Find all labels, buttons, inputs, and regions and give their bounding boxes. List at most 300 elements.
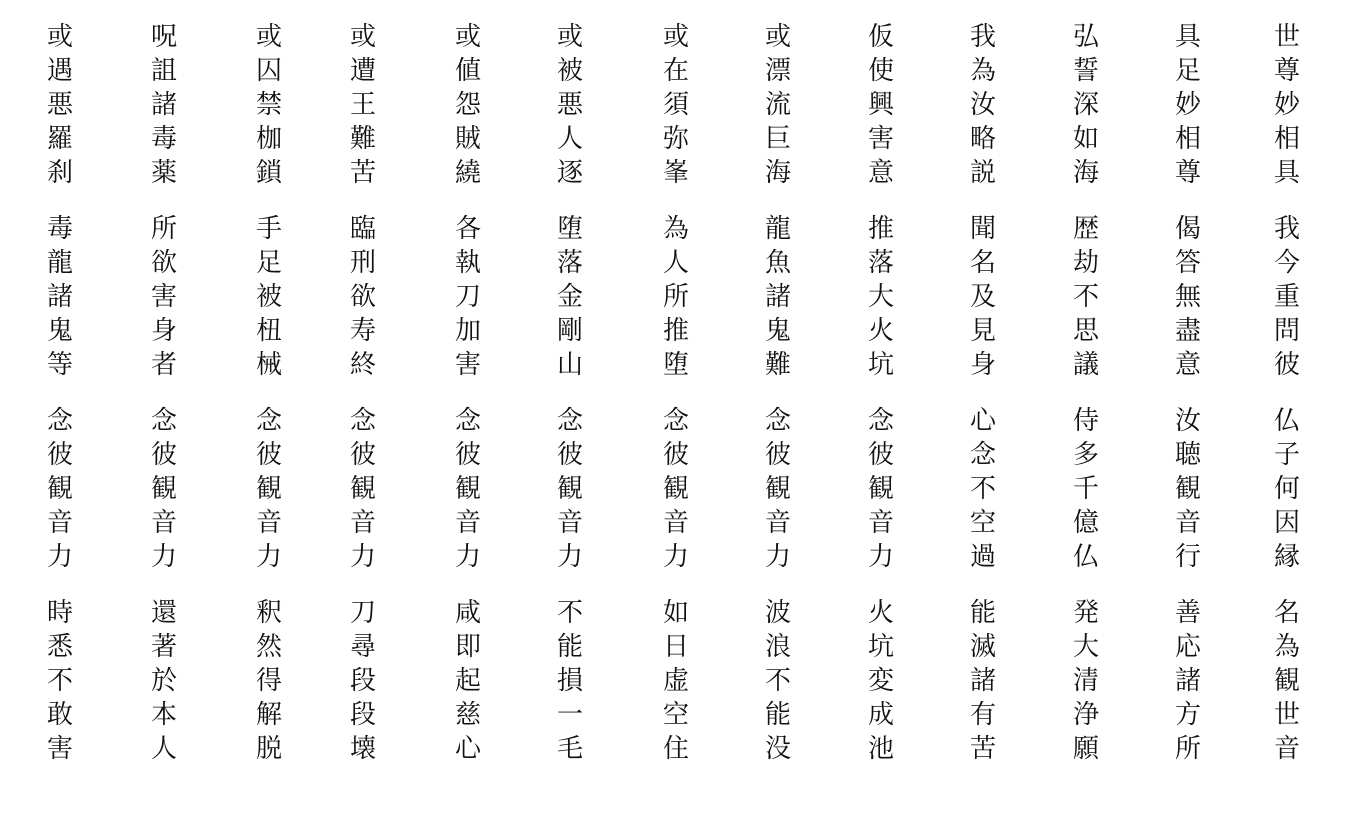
kanji-char: 然 [255,632,282,662]
kanji-char: 足 [1174,56,1201,86]
kanji-char: 多 [1072,440,1099,470]
kanji-char: 妙 [1273,90,1300,120]
kanji-char: 千 [1072,474,1099,504]
kanji-char: 観 [454,474,481,504]
kanji-char: 音 [255,508,282,538]
kanji-char: 不 [46,666,73,696]
kanji-char: 音 [46,508,73,538]
kanji-char: 使 [867,56,894,86]
kanji-char: 観 [150,474,177,504]
kanji-char: 意 [867,158,894,188]
kanji-char: 汝 [1174,406,1201,436]
kanji-char: 観 [867,474,894,504]
kanji-char: 時 [46,598,73,628]
kanji-char: 力 [764,542,791,572]
kanji-char: 敢 [46,700,73,730]
kanji-char: 流 [764,90,791,120]
kanji-char: 堕 [556,214,583,244]
kanji-char: 如 [662,598,689,628]
kanji-char: 空 [969,508,996,538]
kanji-char: 悉 [46,632,73,662]
kanji-char: 人 [662,248,689,278]
verse-phrase [343,20,383,190]
kanji-char: 意 [1174,350,1201,380]
kanji-char: 不 [556,598,583,628]
kanji-char: 加 [454,316,481,346]
verse-phrase [1168,212,1208,382]
kanji-char: 或 [349,22,376,52]
kanji-char: 壊 [349,734,376,764]
kanji-char: 尋 [349,632,376,662]
kanji-char: 心 [969,406,996,436]
kanji-char: 峯 [662,158,689,188]
kanji-char: 人 [556,124,583,154]
verse-phrase [758,20,798,190]
kanji-char: 海 [1072,158,1099,188]
kanji-char: 池 [867,734,894,764]
kanji-char: 須 [662,90,689,120]
kanji-char: 欲 [150,248,177,278]
kanji-char: 諸 [1174,666,1201,696]
kanji-char: 所 [662,282,689,312]
kanji-char: 詛 [150,56,177,86]
verse-phrase [144,596,184,766]
kanji-char: 終 [349,350,376,380]
kanji-char: 身 [150,316,177,346]
verse-phrase [249,404,289,574]
kanji-char: 不 [764,666,791,696]
kanji-char: 善 [1174,598,1201,628]
verse-phrase [963,212,1003,382]
kanji-char: 火 [867,316,894,346]
verse-phrase [144,404,184,574]
kanji-char: 方 [1174,700,1201,730]
kanji-char: 臨 [349,214,376,244]
kanji-char: 音 [662,508,689,538]
kanji-char: 遭 [349,56,376,86]
kanji-char: 彼 [662,440,689,470]
kanji-char: 尊 [1273,56,1300,86]
kanji-char: 慈 [454,700,481,730]
kanji-char: 観 [349,474,376,504]
kanji-char: 逐 [556,158,583,188]
kanji-char: 彼 [1273,350,1300,380]
kanji-char: 彼 [255,440,282,470]
kanji-char: 聞 [969,214,996,244]
kanji-char: 能 [764,700,791,730]
kanji-char: 即 [454,632,481,662]
kanji-char: 力 [556,542,583,572]
kanji-char: 大 [867,282,894,312]
verse-phrase [1066,404,1106,574]
kanji-char: 如 [1072,124,1099,154]
kanji-char: 為 [969,56,996,86]
kanji-char: 観 [1174,474,1201,504]
kanji-char: 害 [867,124,894,154]
kanji-char: 子 [1273,440,1300,470]
verse-phrase [861,404,901,574]
kanji-char: 毛 [556,734,583,764]
kanji-char: 音 [349,508,376,538]
kanji-char: 相 [1174,124,1201,154]
kanji-char: 彼 [867,440,894,470]
kanji-char: 尊 [1174,158,1201,188]
kanji-char: 鬼 [46,316,73,346]
verse-phrase [249,596,289,766]
kanji-char: 寿 [349,316,376,346]
kanji-char: 名 [1273,598,1300,628]
kanji-char: 能 [969,598,996,628]
kanji-char: 力 [867,542,894,572]
verse-phrase [1267,596,1307,766]
kanji-char: 龍 [764,214,791,244]
kanji-char: 羅 [46,124,73,154]
kanji-char: 音 [454,508,481,538]
kanji-char: 繞 [454,158,481,188]
kanji-char: 脱 [255,734,282,764]
kanji-char: 没 [764,734,791,764]
verse-phrase [758,596,798,766]
kanji-char: 空 [662,700,689,730]
verse-phrase [1267,212,1307,382]
kanji-char: 損 [556,666,583,696]
kanji-char: 念 [46,406,73,436]
kanji-char: 問 [1273,316,1300,346]
verse-phrase [758,212,798,382]
kanji-char: 或 [764,22,791,52]
kanji-char: 堕 [662,350,689,380]
kanji-char: 彼 [349,440,376,470]
kanji-char: 彼 [556,440,583,470]
kanji-char: 足 [255,248,282,278]
kanji-char: 劫 [1072,248,1099,278]
kanji-char: 弘 [1072,22,1099,52]
kanji-char: 執 [454,248,481,278]
kanji-char: 及 [969,282,996,312]
kanji-char: 願 [1072,734,1099,764]
kanji-char: 漂 [764,56,791,86]
kanji-char: 禁 [255,90,282,120]
kanji-char: 汝 [969,90,996,120]
kanji-char: 王 [349,90,376,120]
kanji-char: 行 [1174,542,1201,572]
kanji-char: 観 [764,474,791,504]
kanji-char: 枷 [255,124,282,154]
kanji-char: 重 [1273,282,1300,312]
kanji-char: 世 [1273,700,1300,730]
kanji-char: 悪 [556,90,583,120]
kanji-char: 或 [662,22,689,52]
kanji-char: 力 [255,542,282,572]
kanji-char: 念 [349,406,376,436]
kanji-char: 念 [662,406,689,436]
kanji-char: 滅 [969,632,996,662]
kanji-char: 答 [1174,248,1201,278]
kanji-char: 有 [969,700,996,730]
verse-phrase [343,596,383,766]
kanji-char: 釈 [255,598,282,628]
kanji-char: 難 [349,124,376,154]
verse-phrase [861,212,901,382]
kanji-char: 音 [1174,508,1201,538]
kanji-char: 為 [662,214,689,244]
kanji-char: 力 [46,542,73,572]
kanji-char: 念 [150,406,177,436]
verse-phrase [448,20,488,190]
kanji-char: 念 [255,406,282,436]
kanji-char: 金 [556,282,583,312]
kanji-char: 念 [867,406,894,436]
kanji-char: 坑 [867,632,894,662]
verse-phrase [448,212,488,382]
kanji-char: 今 [1273,248,1300,278]
kanji-char: 因 [1273,508,1300,538]
kanji-char: 諸 [150,90,177,120]
kanji-char: 刀 [349,598,376,628]
kanji-char: 大 [1072,632,1099,662]
kanji-char: 本 [150,700,177,730]
kanji-char: 名 [969,248,996,278]
kanji-char: 火 [867,598,894,628]
kanji-char: 海 [764,158,791,188]
kanji-char: 山 [556,350,583,380]
kanji-char: 一 [556,700,583,730]
kanji-char: 不 [969,474,996,504]
verse-phrase [1267,404,1307,574]
kanji-char: 念 [454,406,481,436]
verse-phrase [40,212,80,382]
verse-phrase [656,596,696,766]
kanji-char: 或 [46,22,73,52]
kanji-char: 難 [764,350,791,380]
kanji-char: 偈 [1174,214,1201,244]
verse-phrase [249,20,289,190]
kanji-char: 妙 [1174,90,1201,120]
kanji-char: 心 [454,734,481,764]
kanji-char: 力 [662,542,689,572]
kanji-char: 説 [969,158,996,188]
kanji-char: 我 [969,22,996,52]
kanji-char: 彼 [46,440,73,470]
kanji-char: 値 [454,56,481,86]
kanji-char: 波 [764,598,791,628]
kanji-char: 我 [1273,214,1300,244]
kanji-char: 刀 [454,282,481,312]
kanji-char: 侍 [1072,406,1099,436]
kanji-char: 身 [969,350,996,380]
verse-phrase [1168,596,1208,766]
kanji-char: 彼 [150,440,177,470]
kanji-char: 清 [1072,666,1099,696]
kanji-char: 仮 [867,22,894,52]
kanji-char: 過 [969,542,996,572]
verse-phrase [550,404,590,574]
kanji-char: 剛 [556,316,583,346]
kanji-char: 億 [1072,508,1099,538]
verse-phrase [550,20,590,190]
kanji-char: 観 [662,474,689,504]
kanji-char: 毒 [150,124,177,154]
kanji-char: 落 [867,248,894,278]
verse-phrase [1168,20,1208,190]
kanji-char: 推 [662,316,689,346]
kanji-char: 音 [150,508,177,538]
verse-phrase [550,212,590,382]
kanji-char: 或 [454,22,481,52]
verse-phrase [144,20,184,190]
verse-phrase [550,596,590,766]
kanji-char: 所 [1174,734,1201,764]
kanji-char: 欲 [349,282,376,312]
kanji-char: 浪 [764,632,791,662]
kanji-char: 不 [1072,282,1099,312]
kanji-char: 著 [150,632,177,662]
kanji-char: 害 [454,350,481,380]
kanji-char: 観 [46,474,73,504]
kanji-char: 手 [255,214,282,244]
kanji-char: 議 [1072,350,1099,380]
kanji-char: 薬 [150,158,177,188]
kanji-char: 於 [150,666,177,696]
kanji-char: 囚 [255,56,282,86]
kanji-char: 被 [255,282,282,312]
kanji-char: 害 [46,734,73,764]
kanji-char: 彼 [764,440,791,470]
verse-phrase [656,404,696,574]
kanji-char: 縁 [1273,542,1300,572]
verse-phrase [1168,404,1208,574]
kanji-char: 解 [255,700,282,730]
kanji-char: 仏 [1072,542,1099,572]
kanji-char: 力 [349,542,376,572]
kanji-char: 無 [1174,282,1201,312]
kanji-char: 落 [556,248,583,278]
kanji-char: 弥 [662,124,689,154]
verse-phrase [448,404,488,574]
kanji-char: 見 [969,316,996,346]
kanji-char: 被 [556,56,583,86]
kanji-char: 為 [1273,632,1300,662]
kanji-char: 段 [349,700,376,730]
verse-phrase [343,212,383,382]
kanji-char: 成 [867,700,894,730]
kanji-char: 歴 [1072,214,1099,244]
kanji-char: 誓 [1072,56,1099,86]
verse-phrase [758,404,798,574]
verse-phrase [963,20,1003,190]
kanji-char: 具 [1174,22,1201,52]
kanji-char: 能 [556,632,583,662]
verse-phrase [656,212,696,382]
kanji-char: 起 [454,666,481,696]
kanji-char: 相 [1273,124,1300,154]
kanji-char: 音 [556,508,583,538]
kanji-char: 苦 [349,158,376,188]
verse-phrase [40,20,80,190]
kanji-char: 得 [255,666,282,696]
kanji-char: 坑 [867,350,894,380]
kanji-char: 械 [255,350,282,380]
kanji-char: 毒 [46,214,73,244]
kanji-char: 杻 [255,316,282,346]
kanji-char: 魚 [764,248,791,278]
kanji-char: 呪 [150,22,177,52]
kanji-char: 仏 [1273,406,1300,436]
kanji-char: 刑 [349,248,376,278]
kanji-char: 各 [454,214,481,244]
kanji-char: 賊 [454,124,481,154]
kanji-char: 何 [1273,474,1300,504]
verse-phrase [249,212,289,382]
kanji-char: 念 [556,406,583,436]
kanji-char: 音 [867,508,894,538]
kanji-char: 刹 [46,158,73,188]
verse-phrase [40,596,80,766]
verse-phrase [861,596,901,766]
verse-phrase [656,20,696,190]
kanji-char: 在 [662,56,689,86]
kanji-char: 諸 [764,282,791,312]
verse-phrase [144,212,184,382]
kanji-char: 発 [1072,598,1099,628]
kanji-char: 略 [969,124,996,154]
kanji-char: 苦 [969,734,996,764]
kanji-char: 所 [150,214,177,244]
verse-phrase [1267,20,1307,190]
kanji-char: 或 [556,22,583,52]
verse-phrase [1066,596,1106,766]
verse-phrase [343,404,383,574]
kanji-char: 害 [150,282,177,312]
kanji-char: 住 [662,734,689,764]
kanji-char: 還 [150,598,177,628]
kanji-char: 具 [1273,158,1300,188]
kanji-char: 興 [867,90,894,120]
verse-phrase [861,20,901,190]
kanji-char: 念 [764,406,791,436]
kanji-char: 力 [150,542,177,572]
kanji-char: 段 [349,666,376,696]
kanji-char: 者 [150,350,177,380]
kanji-char: 諸 [46,282,73,312]
kanji-char: 巨 [764,124,791,154]
kanji-char: 悪 [46,90,73,120]
kanji-char: 盡 [1174,316,1201,346]
kanji-char: 龍 [46,248,73,278]
verse-phrase [963,596,1003,766]
kanji-char: 観 [1273,666,1300,696]
verse-phrase [1066,212,1106,382]
kanji-char: 日 [662,632,689,662]
kanji-char: 遇 [46,56,73,86]
kanji-char: 思 [1072,316,1099,346]
verse-phrase [448,596,488,766]
kanji-char: 虚 [662,666,689,696]
kanji-char: 或 [255,22,282,52]
kanji-char: 念 [969,440,996,470]
kanji-char: 音 [1273,734,1300,764]
kanji-char: 怨 [454,90,481,120]
kanji-char: 世 [1273,22,1300,52]
kanji-char: 等 [46,350,73,380]
kanji-char: 鎖 [255,158,282,188]
verse-phrase [40,404,80,574]
kanji-char: 聴 [1174,440,1201,470]
kanji-char: 音 [764,508,791,538]
kanji-char: 鬼 [764,316,791,346]
kanji-char: 観 [556,474,583,504]
kanji-char: 人 [150,734,177,764]
